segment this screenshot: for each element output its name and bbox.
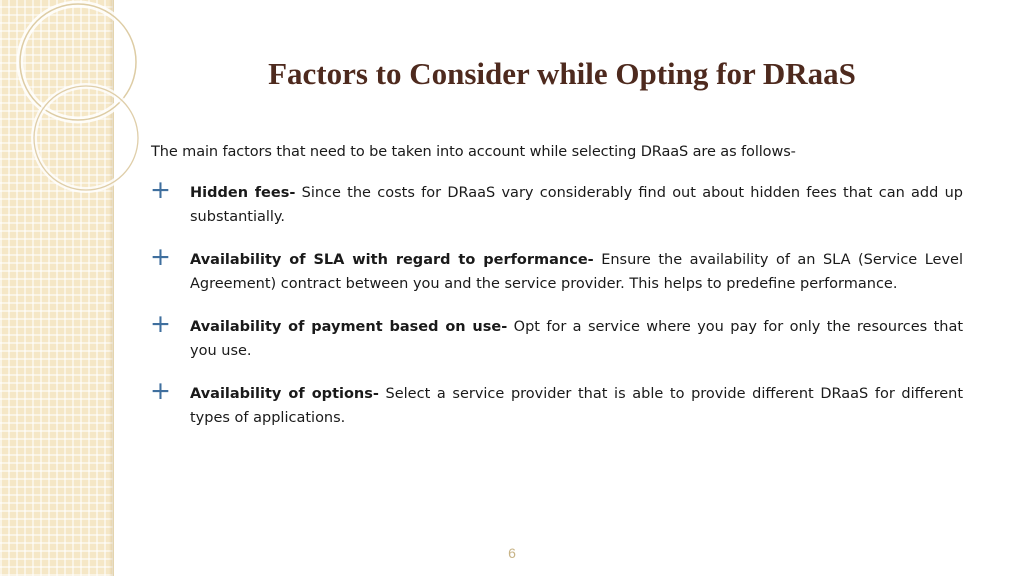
slide-title: Factors to Consider while Opting for DRaaS <box>268 56 856 91</box>
page-number: 6 <box>508 545 516 561</box>
factor-heading: Availability of SLA with regard to performance- <box>190 252 594 268</box>
factor-text: Select a service provider that is able to provide different DRaaS for different types of applications. <box>190 386 964 426</box>
factor-item-sla <box>150 242 963 296</box>
factor-item-hidden-fees <box>150 175 963 229</box>
factor-text: Opt for a service where you pay for only the resources that you use. <box>190 319 964 359</box>
plus-bullet-icon: + <box>150 175 171 204</box>
factor-heading: Availability of options- <box>190 386 379 402</box>
decorative-side-band <box>0 0 114 576</box>
factor-list <box>150 175 964 430</box>
factor-item-options <box>150 376 964 430</box>
factor-item-payment <box>150 309 964 363</box>
factor-heading: Availability of payment based on use- <box>190 319 508 335</box>
factor-text: Ensure the availability of an SLA (Service Level Agreement) contract between you and the service provider. This helps to predefine performance. <box>190 252 963 292</box>
plus-bullet-icon: + <box>150 376 171 405</box>
factor-text: Since the costs for DRaaS vary considerably find out about hidden fees that can add up substantially. <box>190 185 963 225</box>
plus-bullet-icon: + <box>150 242 171 271</box>
intro-text: The main factors that need to be taken into account while selecting DRaaS are as follows- <box>151 144 796 160</box>
plus-bullet-icon: + <box>150 309 171 338</box>
factor-heading: Hidden fees- <box>190 185 296 201</box>
slide-content <box>151 140 963 449</box>
